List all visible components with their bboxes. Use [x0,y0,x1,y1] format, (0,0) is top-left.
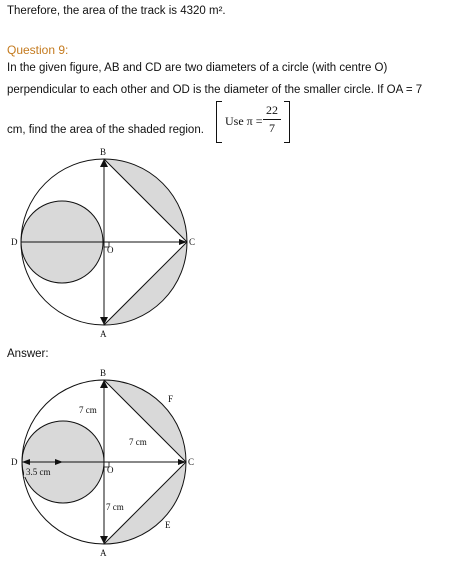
label-d-q: D [11,237,18,247]
question-line-3: cm, find the area of the shaded region. [7,124,204,136]
question-line-2: perpendicular to each other and OD is the diameter of the smaller circle. If OA = 7 [7,84,423,96]
answer-label: Answer: [7,348,49,360]
question-line-1: In the given figure, AB and CD are two diameters of a circle (with centre O) [7,62,388,74]
label-e-a: E [165,520,171,530]
label-b-q: B [100,147,107,157]
length-oa-label: 7 cm [106,502,124,512]
label-a-q: A [100,329,107,339]
length-bc-label: 7 cm [129,437,147,447]
previous-answer-line: Therefore, the area of the track is 4320 m². [7,5,226,17]
label-c-q: C [189,237,196,247]
label-c-a: C [188,457,195,467]
length-ob-label: 7 cm [79,405,97,415]
label-b-a: B [100,368,107,378]
label-f-a: F [168,394,174,404]
question-heading: Question 9: [7,43,69,57]
formula-use-text: Use π = [225,114,263,128]
fraction-numerator: 22 [266,103,278,117]
label-a-a: A [100,548,107,558]
label-o-a: O [107,465,114,475]
label-d-a: D [11,457,18,467]
label-o-q: O [107,245,114,255]
length-radius-label: 3.5 cm [26,467,51,477]
fraction-denominator: 7 [269,121,275,135]
